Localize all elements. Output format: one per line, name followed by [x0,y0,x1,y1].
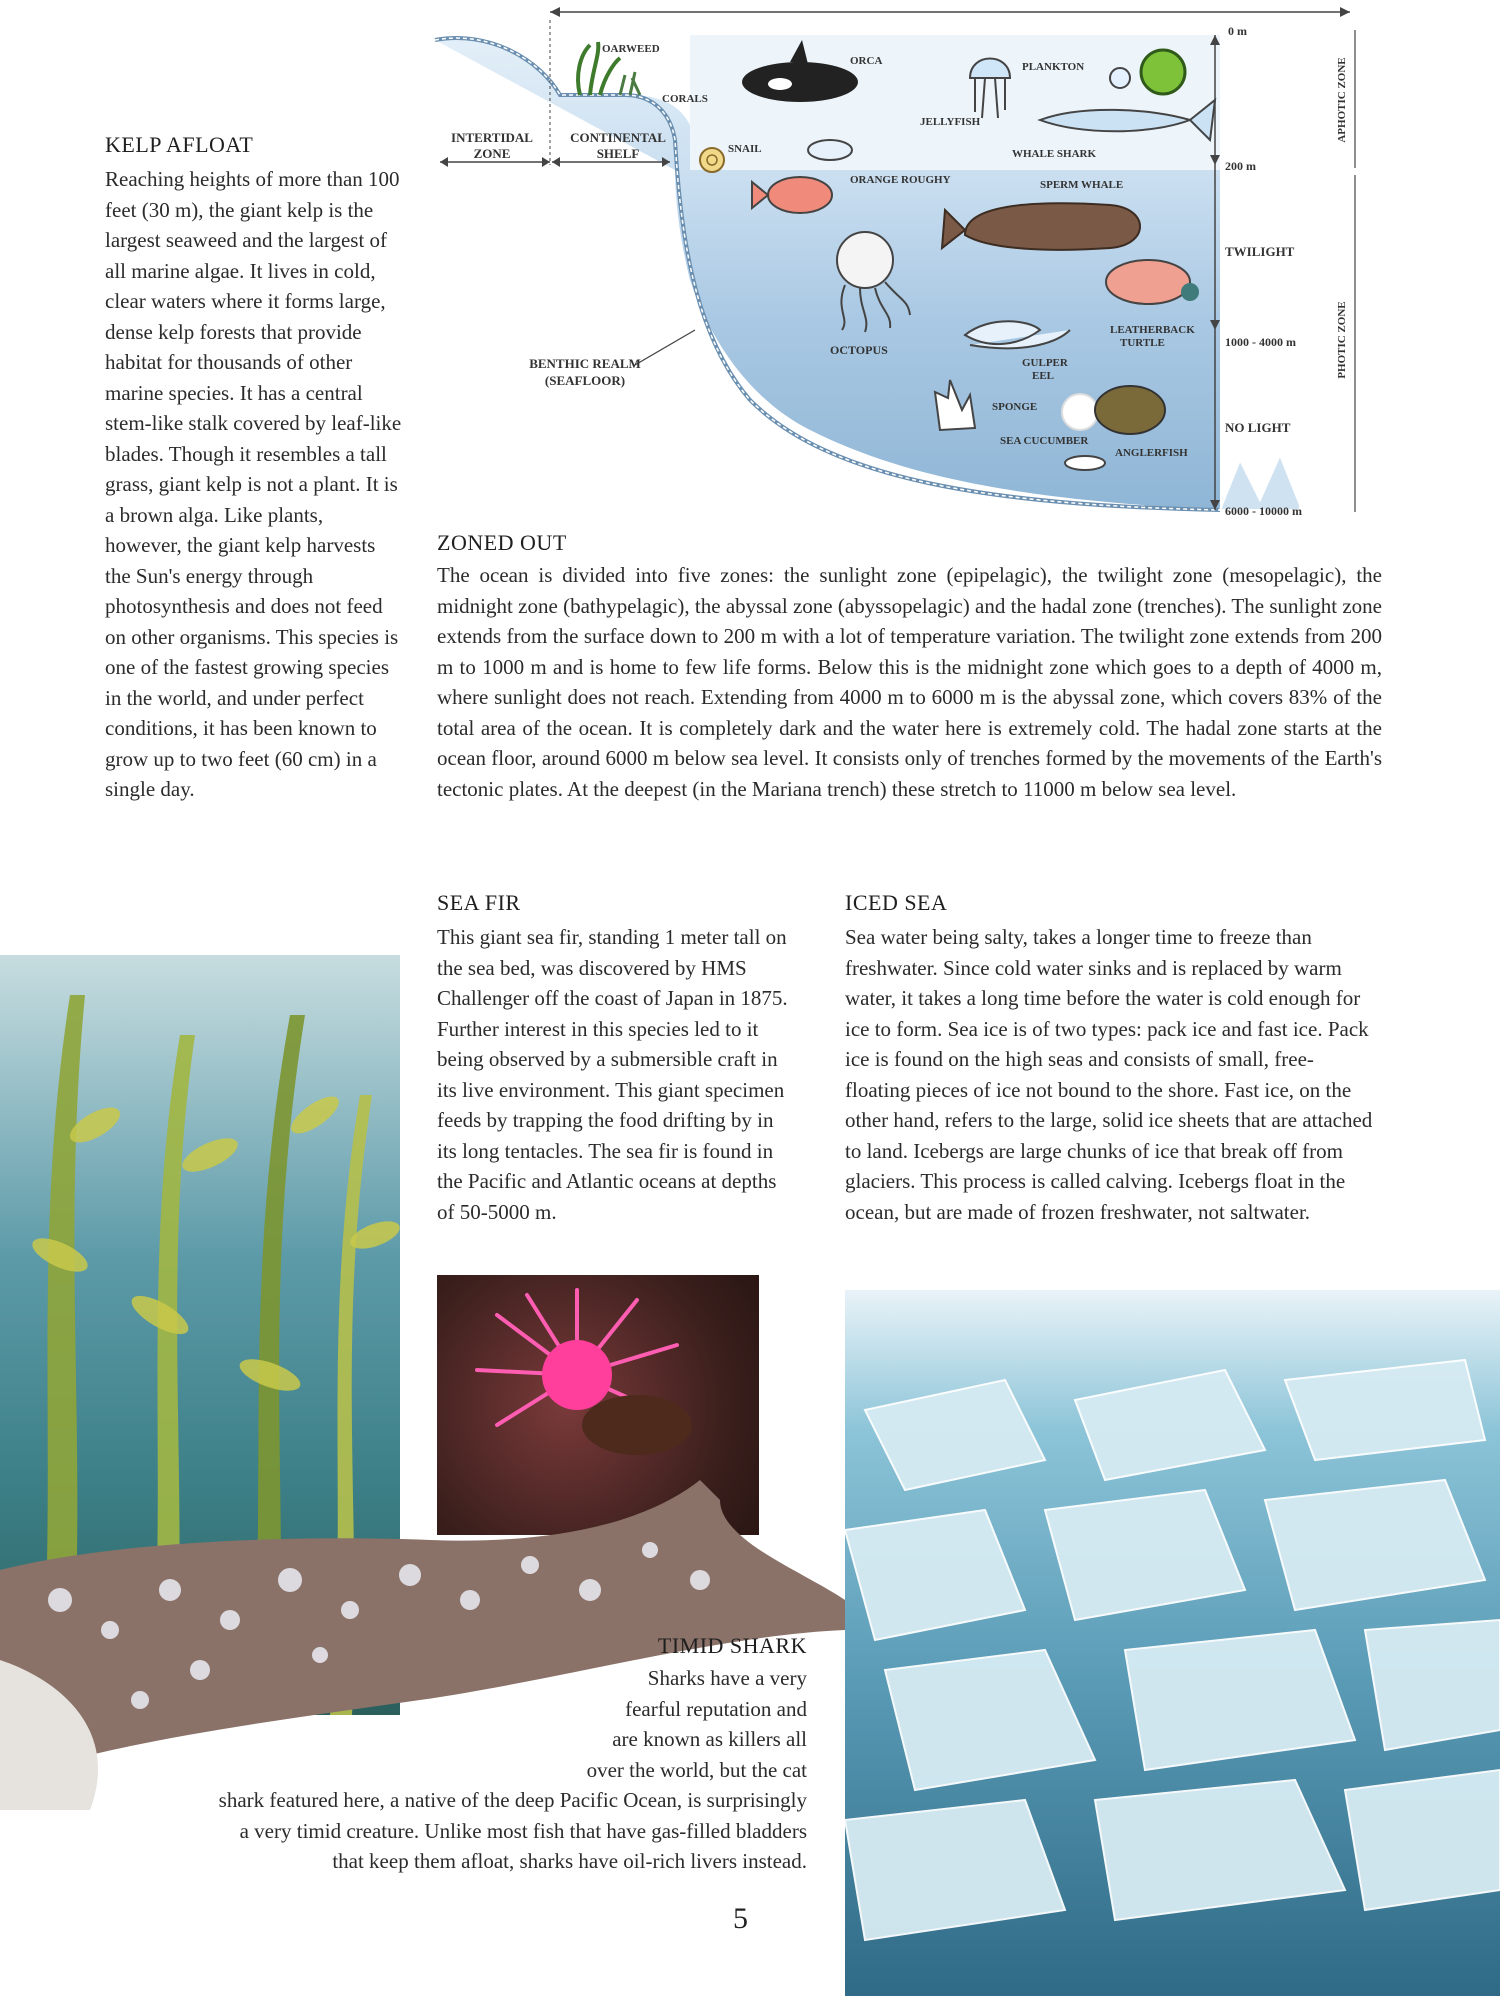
shark-line-3: are known as killers all [612,1727,807,1751]
anglerfish-label: ANGLERFISH [1115,447,1188,459]
orca-label: ORCA [850,55,883,67]
benthic-label-1: BENTHIC REALM [529,356,641,371]
octopus-label: OCTOPUS [830,343,888,357]
leatherback-label-2: TURTLE [1120,337,1165,349]
snail-label: SNAIL [728,143,762,155]
zoned-section [437,530,1382,804]
aphotic-zone-label: APHOTIC ZONE [1336,57,1348,143]
iced-title: ICED SEA [845,890,948,915]
seafir-section [437,890,797,1227]
continental-label-1: CONTINENTAL [570,130,666,145]
iced-body: Sea water being salty, takes a longer time to freeze than freshwater. Since cold water sinks and is replaced by warm water, it takes a long time before the water is cold enough for ice to form. Sea ice is of two types: pack ice and fast ice. Pack ice is found on the high seas and consists of small, free-floating pieces of ice not bound to the shore. Fast ice, on the other hand, refers to the large, solid ice sheets that are attached to land. Icebergs are large chunks of ice that break off from glaciers. This process is called calving. Icebergs float in the ocean, but are made of frozen freshwater, not saltwater. [845,925,1373,1224]
anglerfish-icon [1062,386,1165,434]
oarweed-label: OARWEED [602,43,660,55]
whale-shark-label: WHALE SHARK [1012,148,1097,160]
page-number: 5 [733,1902,748,1935]
sperm-whale-label: SPERM WHALE [1040,179,1124,191]
sea-cucumber-icon [1065,456,1105,470]
zoned-title: ZONED OUT [437,530,567,555]
depth-1000m: 1000 - 4000 m [1225,335,1296,349]
depth-200m: 200 m [1225,159,1256,173]
iced-section [845,890,1375,1227]
kelp-title: KELP AFLOAT [105,132,254,157]
gulper-label-2: EEL [1032,370,1055,382]
sponge-label: SPONGE [992,401,1038,413]
kelp-section [105,132,405,805]
benthic-label-2: (SEAFLOOR) [544,373,626,388]
seafir-title: SEA FIR [437,890,521,915]
kelp-body: Reaching heights of more than 100 feet (30 m), the giant kelp is the largest seaweed and the largest of all marine algae. It lives in cold, clear waters where it forms large, dense kelp forests that provide habitat for thousands of other marine species. It has a central stem-like stalk covered by leaf-like blades. Though it resembles a tall grass, giant kelp is not a plant. It is a brown alga. Like plants, however, the giant kelp harvests the Sun's energy through photosynthesis and does not feed on other organisms. This species is one of the fastest growing species in the world, and under perfect conditions, it has been known to grow up to two feet (60 cm) in a single day. [105,167,402,801]
jellyfish-label: JELLYFISH [920,116,981,128]
sunlight-zone [690,35,1220,170]
depth-0m: 0 m [1228,24,1247,38]
snail-icon [700,148,724,172]
shark-line-6: a very timid creature. Unlike most fish that have gas-filled bladders [239,1818,807,1843]
shark-line-2: fearful reputation and [625,1696,807,1721]
depth-no-light: NO LIGHT [1225,420,1291,435]
corals-icon [620,72,640,95]
corals-label: CORALS [662,93,708,105]
shark-title: TIMID SHARK [657,1633,807,1658]
small-fish-icon [808,140,852,160]
shark-line-5: shark featured here, a native of the deep Pacific Ocean, is surprisingly [218,1788,807,1812]
intertidal-label-2: ZONE [473,146,511,161]
depth-twilight: TWILIGHT [1225,244,1295,259]
leatherback-label-1: LEATHERBACK [1110,324,1195,336]
shark-line-1: Sharks have a very [647,1666,807,1690]
seafir-body: This giant sea fir, standing 1 meter tall on the sea bed, was discovered by HMS Challenger off the coast of Japan in 1875. Further interest in this species led to it being observed by a submersible craft in its live environment. This giant specimen feeds by trapping the food drifting by in its long tentacles. The sea fir is found in the Pacific and Atlantic oceans at depths of 50-5000 m. [437,925,788,1224]
sea-cucumber-label: SEA CUCUMBER [1000,435,1089,447]
ice-photo [845,1290,1500,1996]
orange-roughy-label: ORANGE ROUGHY [850,174,951,186]
continental-label-2: SHELF [596,146,640,161]
shark-line-4: over the world, but the cat [586,1757,807,1782]
gulper-label-1: GULPER [1022,357,1068,369]
zoned-body: The ocean is divided into five zones: the sunlight zone (epipelagic), the twilight zone (mesopelagic), the midnight zone (bathypelagic), the abyssal zone (abyssopelagic) and the hadal zone (trenches). The sunlight zone extends from the surface down to 200 m with a lot of temperature variation. The twilight zone extends from 200 m to 1000 m and is home to few life forms. Below this is the midnight zone which goes to a depth of 4000 m, where sunlight does not reach. Extending from 4000 m to 6000 m is the abyssal zone, which covers 83% of the total area of the ocean. It is completely dark and the water here is extremely cold. The hadal zone starts at the ocean floor, around 6000 m below sea level. It consists only of trenches formed by the movements of the Earth's tectonic plates. At the deepest (in the Mariana trench) these stretch to 11000 m below sea level. [437,563,1382,801]
shark-line-7: that keep them afloat, sharks have oil-rich livers instead. [332,1849,807,1873]
shark-section [60,1633,807,1877]
plankton-label: PLANKTON [1022,61,1085,73]
ocean-zone-diagram [430,0,1360,525]
photic-zone-label: PHOTIC ZONE [1336,301,1348,379]
trench-peaks [1220,455,1300,510]
intertidal-label-1: INTERTIDAL [451,130,533,145]
depth-6000m: 6000 - 10000 m [1225,504,1302,518]
